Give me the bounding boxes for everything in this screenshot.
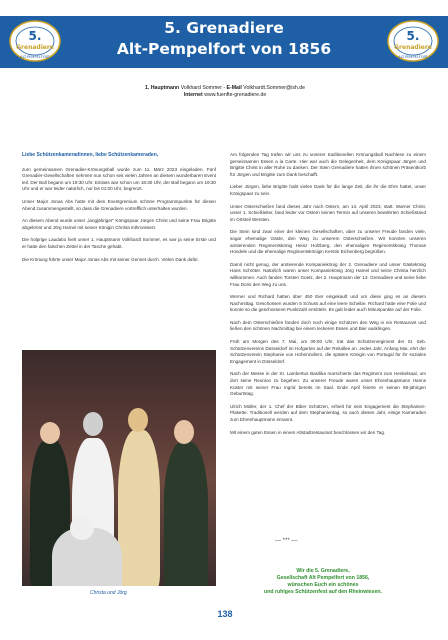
- paragraph: Damit nicht genug, der amtierende Kompaniekönig der 2. Grenadiere und unser Gästekönig Hans Schröter. Natürlich waren unser Kompaniekönig Jörg Hamel und seine Christa herzlich willkommen. Auch fanden Torsten Goetz, der 2. Hauptmann der 13. Grenadiere und seine liebe Frau Doris den Weg zu uns.: [230, 261, 426, 287]
- title-line-1: 5. Grenadiere: [164, 19, 284, 37]
- logo-ring-text: ALT-PEMPELFORT: [20, 55, 50, 59]
- photo-person: [164, 442, 208, 586]
- closing-line: wünschen Euch ein schönes: [287, 582, 359, 588]
- photo-person: [118, 430, 160, 586]
- logo-text: Grenadiere: [394, 44, 432, 51]
- paragraph: Werner und Richard hatten über 450 Eier eingekauft und um diese ging es an diesem Nachmittag. Geschossen wurden 5 Schuss auf eine leere Scheibe. Richard hatte eine Folie und konnte so die geschossene Punktzahl ermitteln. Es gab leider auch Minuspunkte auf der Folie.: [230, 294, 426, 313]
- logo-ring-text: ALT-PEMPELFORT: [398, 55, 428, 59]
- paragraph: zum gemeinsamen Grenadier-Krönungsball wurde zum 11. März 2023 eingeladen. Fünf Grenadier-Gesellschaften nehmen nun schon seit vielen Jahren an diesem wunderbaren Event teil. Der Ball begann um 19:30 Uhr. Einlass war schon um 18:30 Uhr, der Ball begann um 19:30 Uhr und er war leider natürlich, nur bis 01:00 Uhr, begrenzt.: [22, 166, 216, 192]
- closing-line: und ruhiges Schützenfest auf den Rheinwiesen.: [264, 589, 382, 595]
- closing-line: Wir die 5. Grenadiere,: [296, 568, 350, 574]
- photo-head: [128, 408, 148, 432]
- paragraph: Ulrich Müller, der 1. Chef der Biber Schützen, erhielt für sein Engagement die Stephanien-Plakette. Traditionell werden auf dem Stephanientag, so auch diesen Jahr, einige Kameraden zum Ehrenhauptmann ernannt.: [230, 403, 426, 422]
- closing-message: [248, 568, 398, 596]
- paragraph: An diesem Abend wurde unser „langjähriger“ Königspaar Jürgen Christ und seine Frau Brigitte abgekrönt und Jörg Hamel mit seiner Königin Christa inthronisiert.: [22, 218, 216, 230]
- left-column: [22, 152, 216, 269]
- closing-line: Gesellschaft Alt Pempelfort von 1856,: [276, 575, 370, 581]
- photo-head: [83, 412, 103, 436]
- website-link[interactable]: www.fuenfte-grenadiere.de: [204, 92, 267, 98]
- photo-head: [70, 516, 94, 540]
- contact-line-2: [100, 92, 350, 99]
- ball-photo: [22, 350, 216, 586]
- contact-line-1: 1. Hauptmann Volkhard Sommer - E-Mail Volkhardt.Sommer@ish.de: [144, 85, 306, 91]
- photo-caption: Christa und Jörg: [90, 590, 127, 596]
- title-line-2: Alt-Pempelfort von 1856: [116, 40, 332, 58]
- photo-head: [174, 420, 194, 444]
- email-label: E-Mail: [226, 85, 242, 91]
- paragraph: Am folgenden Tag trafen wir uns zu unserer traditionellen Krönungsball Nachlese zu einem gemeinsamen Essen a la Carte. Hier war auch die Gelegenheit, dem Königspaar Jürgen und Brigitte Christ in aller Ruhe zu danken. Der Stein Grenadiere hatten ihnen schönen Präsentkorb für Jürgen und Brigitte zum Dank beschafft.: [230, 152, 426, 177]
- hauptmann-label: 1. Hauptmann: [144, 85, 180, 91]
- paragraph: Die Krönung führte unser Major Jonas Abs mit seiner Gennet durch. Vielen Dank dafür.: [22, 256, 199, 262]
- salutation: Liebe Schützenkameradinnen, liebe Schützenkameraden,: [22, 152, 159, 158]
- right-column: [230, 152, 426, 442]
- paragraph: Früh am Morgen des 7. Mai, um 09:00 Uhr, trat das Schützenregiment der St. Seb. Schützenvereins Düsseldorf im Hofgarten auf der Reitallee an. Jedes Jahr, Anfang Mai, ehrt der Schützenverein Stephanie von Hohenzollern, die spätere Königin von Portugal für ihr soziales Engagement in Düsseldorf.: [230, 339, 426, 364]
- section-divider: — *** —: [275, 538, 298, 544]
- page-number: 138: [217, 609, 233, 619]
- paragraph: Die Stein sind zwar einer der kleinen Gesellschaften, aber zu unserer Freude fanden viele, sogar ehemalige Gäste, den Weg zu unserem Osterschießen. Wir konnten unseren amtierenden Regimentskönig Heinz Holzberg, den ehemaligen Regimentskönig Thomas Hondele und die ehemalige Regimentskönigin Kerstin Eichenberg begrüßen.: [230, 229, 426, 255]
- logo-text: Grenadiere: [16, 44, 54, 51]
- photo-head: [40, 422, 60, 444]
- page-title: [70, 18, 378, 60]
- paragraph: Lieber Jürgen, liebe Brigitte habt vielen Dank für die lange Zeit, die ihr die Ehre hattet, unser Königspaar zu sein.: [230, 184, 426, 196]
- contact-block: [100, 85, 350, 99]
- email-link[interactable]: Volkhardt.Sommer@ish.de: [243, 85, 306, 91]
- paragraph: Nach der Messe in der St. Lambertus Basilika marschierte das Regiment zum Henkelsaal, um dort seine Reunion zu begehen. Zu unserer Freude waren unser Ehrenhauptmann Hanns Küster mit seiner Frau Ingrid bereits im Saal. Ende April feierte er seinen 88-jährigen Geburtstag.: [230, 371, 426, 397]
- logo-number: 5.: [406, 29, 420, 43]
- hauptmann-name: Volkhard Sommer: [180, 85, 222, 91]
- paragraph: Mit einem guten Essen in einem Altstadtrestaurant beschlossen wir den Tag.: [230, 429, 386, 435]
- logo-number: 5.: [28, 29, 42, 43]
- paragraph: Die holprige Laudatio hielt unser 1. Hauptmann Volkhardt Sommer, es war ja seine Erste und er hatte den falschen Zettel in der Tasche gehabt.: [22, 237, 216, 249]
- grenadiere-logo-right: [386, 18, 440, 64]
- paragraph: Nach dem Osterschießen fanden doch noch einige Schützen den Weg in ein Restaurant und ließen den schönen Nachmittag bei einem leckeren Essen und Bier ausklingen.: [230, 319, 426, 332]
- grenadiere-logo-left: [8, 18, 62, 64]
- paragraph: Unser Major Jonas Abs hatte mit dem Eventgremium schöne Programmpunkte für diesen Abend zusammengestellt, so dass die Grenadiere vortrefflich unterhalten wurden.: [22, 198, 216, 211]
- internet-label: Internet: [183, 92, 203, 98]
- paragraph: Unser Osterschießen fand dieses Jahr nach Ostern, am 14. April 2023, statt. Warner Christ, unser 1. Schießleiter, fand leider vor Ostern keinen Termin auf unseren bewährten Schießstand im Ortsteil Wersten.: [230, 203, 426, 222]
